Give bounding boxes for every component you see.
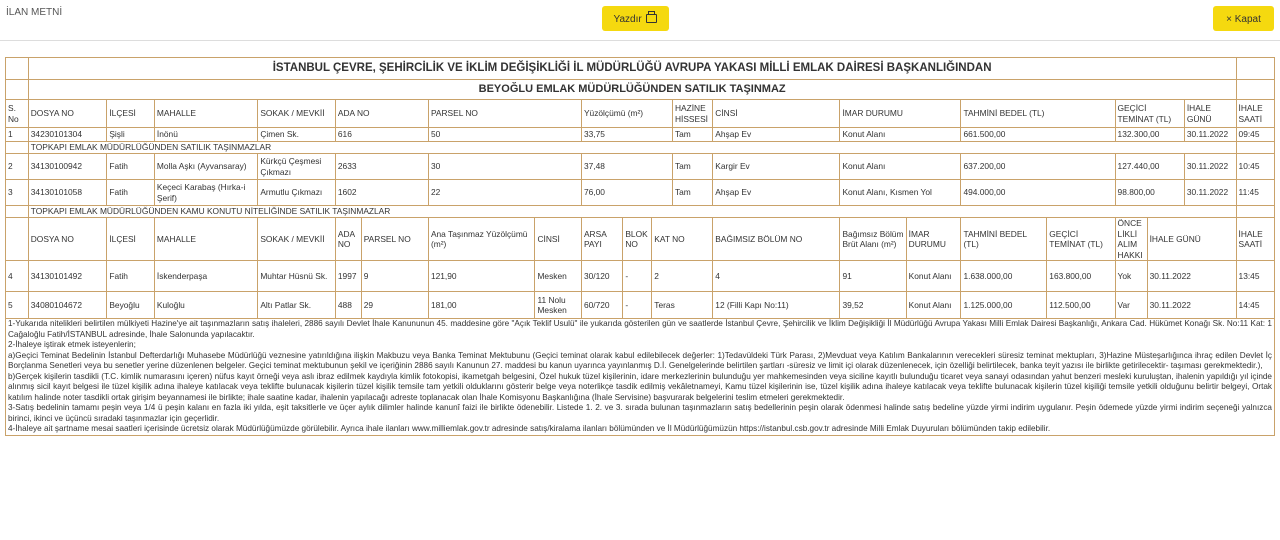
cell: 163.800,00 xyxy=(1047,261,1115,292)
cell: 616 xyxy=(335,128,428,142)
header-cell: BLOK NO xyxy=(623,218,652,261)
top-bar xyxy=(0,0,1280,41)
cell: 127.440,00 xyxy=(1115,154,1184,180)
cell: Şişli xyxy=(107,128,155,142)
header-cell: İMAR DURUMU xyxy=(840,100,961,128)
cell: 39,52 xyxy=(840,292,906,319)
announcement-document xyxy=(5,57,1275,436)
cell: Kuloğlu xyxy=(154,292,257,319)
title-beyoglu: BEYOĞLU EMLAK MÜDÜRLÜĞÜNDEN SATILIK TAŞINMAZ xyxy=(28,80,1236,100)
header-cell: CİNSİ xyxy=(713,100,840,128)
cell: 9 xyxy=(361,261,428,292)
note-paragraph: 1-Yukarıda nitelikleri belirtilen mülkiyeti Hazine'ye ait taşınmazların satış ihaleleri, 2886 sayılı Devlet İhale Kanununun 45. maddesine göre "Açık Teklif Usulü" ile yukarıda gösterilen gün ve saatlerde İstanbul Çevre, Şehircilik ve İklim Değişikliği İl Müdürlüğü Avrupa Yakası Milli Emlak Dairesi Başkanlığı, Ankara Cad. Hükümet Konağı Sk. No:11 Kat: 1 Cağaloğlu Fatih/İSTANBUL adresinde, İhale Salonunda yapılacaktır. xyxy=(8,319,1272,339)
section-title-topkapi: TOPKAPI EMLAK MÜDÜRLÜĞÜNDEN SATILIK TAŞINMAZLAR xyxy=(28,142,1236,154)
cell: Tam xyxy=(672,128,712,142)
printer-icon xyxy=(646,14,657,23)
table-row xyxy=(6,180,1275,206)
print-button[interactable] xyxy=(602,6,669,31)
cell: 30.11.2022 xyxy=(1184,154,1236,180)
header-cell: HAZİNE HİSSESİ xyxy=(672,100,712,128)
cell: Ahşap Ev xyxy=(713,180,840,206)
cell: Konut Alanı xyxy=(840,128,961,142)
cell: - xyxy=(623,292,652,319)
cell: 1997 xyxy=(335,261,361,292)
header-cell: İLÇESİ xyxy=(107,218,155,261)
empty-cell xyxy=(1236,58,1274,80)
header-cell: İLÇESİ xyxy=(107,100,155,128)
cell: 30/120 xyxy=(581,261,622,292)
header-cell: PARSEL NO xyxy=(361,218,428,261)
empty-cell xyxy=(1236,80,1274,100)
header-cell: Bağımsız Bölüm Brüt Alanı (m²) xyxy=(840,218,906,261)
cell: 1.125.000,00 xyxy=(961,292,1047,319)
cell: 50 xyxy=(428,128,581,142)
cell: 34080104672 xyxy=(28,292,107,319)
header-cell: GEÇİCİ TEMİNAT (TL) xyxy=(1115,100,1184,128)
table-header-row xyxy=(6,218,1275,261)
cell: 12 (Filli Kapı No:11) xyxy=(713,292,840,319)
cell: Molla Aşkı (Ayvansaray) xyxy=(154,154,257,180)
header-cell: ARSA PAYI xyxy=(581,218,622,261)
cell: 11:45 xyxy=(1236,180,1274,206)
cell: Çimen Sk. xyxy=(258,128,336,142)
cell: 3 xyxy=(6,180,29,206)
close-button[interactable]: × Kapat xyxy=(1213,6,1274,31)
section-title-kamu-konutu: TOPKAPI EMLAK MÜDÜRLÜĞÜNDEN KAMU KONUTU NİTELİĞİNDE SATILIK TAŞINMAZLAR xyxy=(28,206,1236,218)
header-cell: SOKAK / MEVKİİ xyxy=(258,218,336,261)
header-cell: PARSEL NO xyxy=(428,100,581,128)
cell: 30.11.2022 xyxy=(1184,180,1236,206)
cell: 2633 xyxy=(335,154,428,180)
cell: Armutlu Çıkmazı xyxy=(258,180,336,206)
cell: Fatih xyxy=(107,180,155,206)
header-cell: Ana Taşınmaz Yüzölçümü (m²) xyxy=(428,218,535,261)
title-directorate: İSTANBUL ÇEVRE, ŞEHİRCİLİK VE İKLİM DEĞİŞİKLİĞİ İL MÜDÜRLÜĞÜ AVRUPA YAKASI MİLLİ EMLAK DAİRESİ BAŞKANLIĞINDAN xyxy=(28,58,1236,80)
header-cell: ÖNCELİKLİ ALIM HAKKI xyxy=(1115,218,1147,261)
header-cell: GEÇİCİ TEMİNAT (TL) xyxy=(1047,218,1115,261)
cell: Beyoğlu xyxy=(107,292,155,319)
cell: Fatih xyxy=(107,154,155,180)
cell: Kargir Ev xyxy=(713,154,840,180)
cell: 112.500,00 xyxy=(1047,292,1115,319)
cell: Ahşap Ev xyxy=(713,128,840,142)
cell: Kürkçü Çeşmesi Çıkmazı xyxy=(258,154,336,180)
table-row xyxy=(6,128,1275,142)
note-paragraph: a)Geçici Teminat Bedelinin İstanbul Defterdarlığı Muhasebe Müdürlüğü veznesine yatırıldığına ilişkin Makbuzu veya Banka Teminat Mektubunu (Geçici teminat olarak kabul edilebilecek değerler: 1)Tedavüldeki Türk Parası, 2)Mevduat veya Katılım Bankalarının verecekleri süresiz teminat mektupları, 3)Hazine Müsteşarlığınca ihraç edilen Devlet İç Borçlanma Senetleri veya bu senetler yerine düzenlenen belgeler. Geçici teminat mektubunun şekil ve içeriğinin 2886 sayılı Kanunun 27. maddesi bu kanun uyarınca yayınlanmış D.İ. Genelgelerinde belirtilen şartları -süresiz ve limit içi olarak düzenlenecek, için özelliği belirtilecek, banka teyit yazısı ile birlikte getirilecektir- taşıması gerekmektedir.), xyxy=(8,350,1272,370)
header-cell: İHALE SAATİ xyxy=(1236,100,1274,128)
cell: 33,75 xyxy=(581,128,672,142)
cell: Tam xyxy=(672,154,712,180)
cell: 30.11.2022 xyxy=(1147,261,1236,292)
header-cell: MAHALLE xyxy=(154,218,257,261)
cell: 30.11.2022 xyxy=(1184,128,1236,142)
note-paragraph: 2-İhaleye iştirak etmek isteyenlerin; xyxy=(8,340,136,349)
header-cell: TAHMİNİ BEDEL (TL) xyxy=(961,218,1047,261)
empty-cell xyxy=(6,58,29,80)
header-cell: DOSYA NO xyxy=(28,218,107,261)
table-row xyxy=(6,292,1275,319)
header-cell: KAT NO xyxy=(652,218,713,261)
cell: 488 xyxy=(335,292,361,319)
header-cell: ADA NO xyxy=(335,218,361,261)
cell: 34130101058 xyxy=(28,180,107,206)
cell: 661.500,00 xyxy=(961,128,1115,142)
cell: 34130101492 xyxy=(28,261,107,292)
cell: 494.000,00 xyxy=(961,180,1115,206)
cell: 2 xyxy=(6,154,29,180)
empty-cell xyxy=(6,142,29,154)
cell: 4 xyxy=(713,261,840,292)
cell: 30 xyxy=(428,154,581,180)
cell: 11 Nolu Mesken xyxy=(535,292,582,319)
cell: Altı Patlar Sk. xyxy=(258,292,336,319)
table-row xyxy=(6,261,1275,292)
cell: 10:45 xyxy=(1236,154,1274,180)
note-paragraph: b)Gerçek kişilerin tasdikli (T.C. kimlik numarasını içeren) nüfus kayıt örneği veya aslı ibraz edilmek kaydıyla kimlik fotokopisi, ikametgah belgesini, Özel hukuk tüzel kişilerinin, idare merkezlerinin bulunduğu yer mahkemesinden veya siciline kayıtlı bulunduğu ticaret veya sanayi odasından yahut benzeri mesleki kuruluştan, ihalenin yapıldığı yıl içinde alınmış sicil kayıt belgesi ile tüzel kişilik adına ihaleye katılacak veya teklifte bulunacak kişilerin tüzel kişilik temsile tam yetkili olduklarını gösterir belge veya noterlikçe tasdik edilmiş vekâletnameyi, Kamu tüzel kişilerinin ise, tüzel kişilik adına ihaleye katılacak veya teklifte bulunacak kişilerin tüzel kişiliği temsile yetkili olduğunu belirtir belgeyi, Ortak katılım halinde noter tasdikli ortak girişim beyannamesi ile birlikte; ihale saatine kadar, ihalenin yapılacağı adreste toplanacak olan İhale Komisyonu Başkanlığına (İhale Servisine) başvurarak belgelerini teslim etmeleri gerekmektedir. xyxy=(8,371,1272,402)
cell: 34130100942 xyxy=(28,154,107,180)
note-paragraph: 4-İhaleye ait şartname mesai saatleri içerisinde ücretsiz olarak Müdürlüğümüzde görülebilir. Ayrıca ihale ilanları www.milliemlak.gov.tr adresinde satış/kiralama ilanları bölümünden ve İl Müdürlüğümüzün https://istanbul.csb.gov.tr adresinde Milli Emlak Duyuruları bölümünden takip edilebilir. xyxy=(8,424,1051,433)
cell: 37,48 xyxy=(581,154,672,180)
cell: 60/720 xyxy=(581,292,622,319)
header-cell: Yüzölçümü (m²) xyxy=(581,100,672,128)
cell: Mesken xyxy=(535,261,582,292)
cell: 4 xyxy=(6,261,29,292)
cell: Muhtar Hüsnü Sk. xyxy=(258,261,336,292)
cell: 29 xyxy=(361,292,428,319)
header-cell: İHALE GÜNÜ xyxy=(1147,218,1236,261)
cell: - xyxy=(623,261,652,292)
header-cell: İMAR DURUMU xyxy=(906,218,961,261)
cell: 34230101304 xyxy=(28,128,107,142)
cell: 1.638.000,00 xyxy=(961,261,1047,292)
terms-notes xyxy=(6,319,1275,436)
empty-cell xyxy=(6,80,29,100)
cell: 637.200,00 xyxy=(961,154,1115,180)
cell: 76,00 xyxy=(581,180,672,206)
cell: Konut Alanı, Kısmen Yol xyxy=(840,180,961,206)
ilan-metni-label: İLAN METNİ xyxy=(6,7,63,18)
cell: 30.11.2022 xyxy=(1147,292,1236,319)
cell: 91 xyxy=(840,261,906,292)
empty-cell xyxy=(6,206,29,218)
cell: 121,90 xyxy=(428,261,535,292)
header-cell: İHALE GÜNÜ xyxy=(1184,100,1236,128)
cell: İskenderpaşa xyxy=(154,261,257,292)
cell: Konut Alanı xyxy=(906,261,961,292)
empty-cell xyxy=(1236,142,1274,154)
cell: Var xyxy=(1115,292,1147,319)
cell: İnönü xyxy=(154,128,257,142)
cell: 13:45 xyxy=(1236,261,1274,292)
cell: 5 xyxy=(6,292,29,319)
header-cell: S. No xyxy=(6,100,29,128)
header-cell: TAHMİNİ BEDEL (TL) xyxy=(961,100,1115,128)
print-label: Yazdır xyxy=(613,14,642,25)
cell: 181,00 xyxy=(428,292,535,319)
cell: 14:45 xyxy=(1236,292,1274,319)
cell: Konut Alanı xyxy=(840,154,961,180)
note-paragraph: 3-Satış bedelinin tamamı peşin veya 1/4 ü peşin kalanı en fazla iki yılda, eşit taksitlerle ve üçer aylık dilimler halinde kanunî faizi ile birlikte ödenebilir. Listede 1. 2. ve 3. sırada bulunan taşınmazların satış bedellerinin peşin olarak ödenmesi halinde satış bedeline yüzde yirmi indirim uygulanır. Peşin ödemede yüzde yirmi indirim seçeneği yalnızca birinci, ikinci ve üçüncü sıradaki taşınmazlar için geçerlidir. xyxy=(8,403,1272,423)
table-header-row xyxy=(6,100,1275,128)
cell: 1 xyxy=(6,128,29,142)
announcement-table xyxy=(5,57,1275,436)
cell: 1602 xyxy=(335,180,428,206)
table-row xyxy=(6,154,1275,180)
cell: Keçeci Karabaş (Hırka-i Şerif) xyxy=(154,180,257,206)
empty-cell xyxy=(1236,206,1274,218)
cell: Teras xyxy=(652,292,713,319)
cell: 2 xyxy=(652,261,713,292)
cell: 98.800,00 xyxy=(1115,180,1184,206)
cell: 132.300,00 xyxy=(1115,128,1184,142)
cell: Fatih xyxy=(107,261,155,292)
cell: Konut Alanı xyxy=(906,292,961,319)
header-cell: İHALE SAATİ xyxy=(1236,218,1274,261)
header-cell: BAĞIMSIZ BÖLÜM NO xyxy=(713,218,840,261)
cell: 09:45 xyxy=(1236,128,1274,142)
empty-cell xyxy=(6,218,29,261)
header-cell: SOKAK / MEVKİİ xyxy=(258,100,336,128)
cell: 22 xyxy=(428,180,581,206)
header-cell: CİNSİ xyxy=(535,218,582,261)
header-cell: MAHALLE xyxy=(154,100,257,128)
header-cell: DOSYA NO xyxy=(28,100,107,128)
cell: Tam xyxy=(672,180,712,206)
cell: Yok xyxy=(1115,261,1147,292)
header-cell: ADA NO xyxy=(335,100,428,128)
